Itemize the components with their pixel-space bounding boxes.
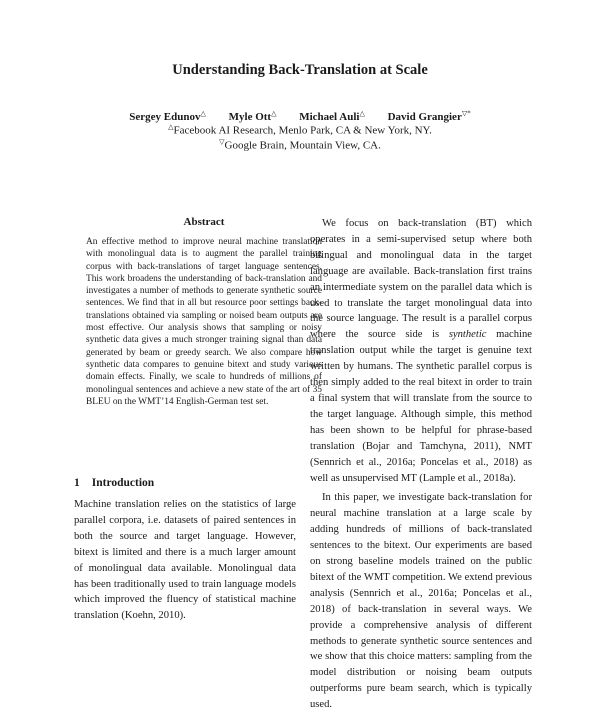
abstract-body: An effective method to improve neural machine translation with monolingual data is to augment the parallel training corpus with back-translations of target language sentences. This work broadens the understanding of back-translation and investigates a number of methods to generate synthetic source sentences. We find that in all but resource poor settings back-translations obtained via sampling or noised beam outputs are most effective. Our analysis shows that sampling or noisy synthetic data gives a much stronger training signal than data generated by beam or greedy search. We also compare how synthetic data compares to genuine bitext and study various domain effects. Finally, we scale to hundreds of millions of monolingual sentences and achieve a new state of the art of 35 BLEU on the WMT’14 English-German test set. — [86, 237, 322, 407]
paragraph-this-paper: In this paper, we investigate back-translation for neural machine translation at a large scale by adding hundreds of millions of back-translated sentences to the bitext. Our experiments are based on strong baseline models trained on the public bitext of the WMT competition. We extend previous analysis (Sennrich et al., 2016a; Poncelas et al., 2018) of back-translation in several ways. We provide a comprehensive analysis of different methods to generate synthetic source sentences and we show that this choice matters: sampling from the model distribution or noising beam outputs outperforms pure beam search, which is typically used. — [310, 492, 532, 711]
author: Sergey Edunov△ — [129, 109, 206, 123]
affiliation-google: ▽Google Brain, Mountain View, CA. — [219, 138, 381, 152]
author: David Grangier▽* — [387, 109, 471, 123]
paper-title: Understanding Back-Translation at Scale — [172, 62, 428, 78]
section-heading-introduction: 1 Introduction — [74, 477, 155, 489]
paragraph-back-translation: We focus on back-translation (BT) which operates in a semi-supervised setup where both bilingual and monolingual data in the target language are available. Back-translation first trains an intermediate system on the parallel data which is used to translate the target monolingual data into the source language. The result is a parallel corpus where the source side is synthetic machine translation output while the target is genuine text written by humans. The synthetic parallel corpus is then simply added to the real bitext in order to train a final system that will translate from the source to the target language. Although simple, this method has been shown to be helpful for phrase-based translation (Bojar and Tamchyna, 2011), NMT (Sennrich et al., 2016a; Poncelas et al., 2018) as well as unsupervised MT (Lample et al., 2018a). — [310, 218, 532, 484]
author-list — [0, 109, 600, 123]
introduction-paragraph: Machine translation relies on the statistics of large parallel corpora, i.e. datasets of paired sentences in both the source and target language. However, bitext is limited and there is a much larger amount of monolingual data available. Monolingual data has been traditionally used to train language models which improved the fluency of statistical machine translation (Koehn, 2010). — [74, 499, 296, 622]
affiliation-facebook: △Facebook AI Research, Menlo Park, CA & New York, NY. — [168, 123, 432, 137]
abstract-heading: Abstract — [183, 216, 225, 228]
author: Michael Auli△ — [299, 109, 365, 123]
author: Myle Ott△ — [228, 109, 277, 123]
right-column-text — [310, 216, 532, 711]
